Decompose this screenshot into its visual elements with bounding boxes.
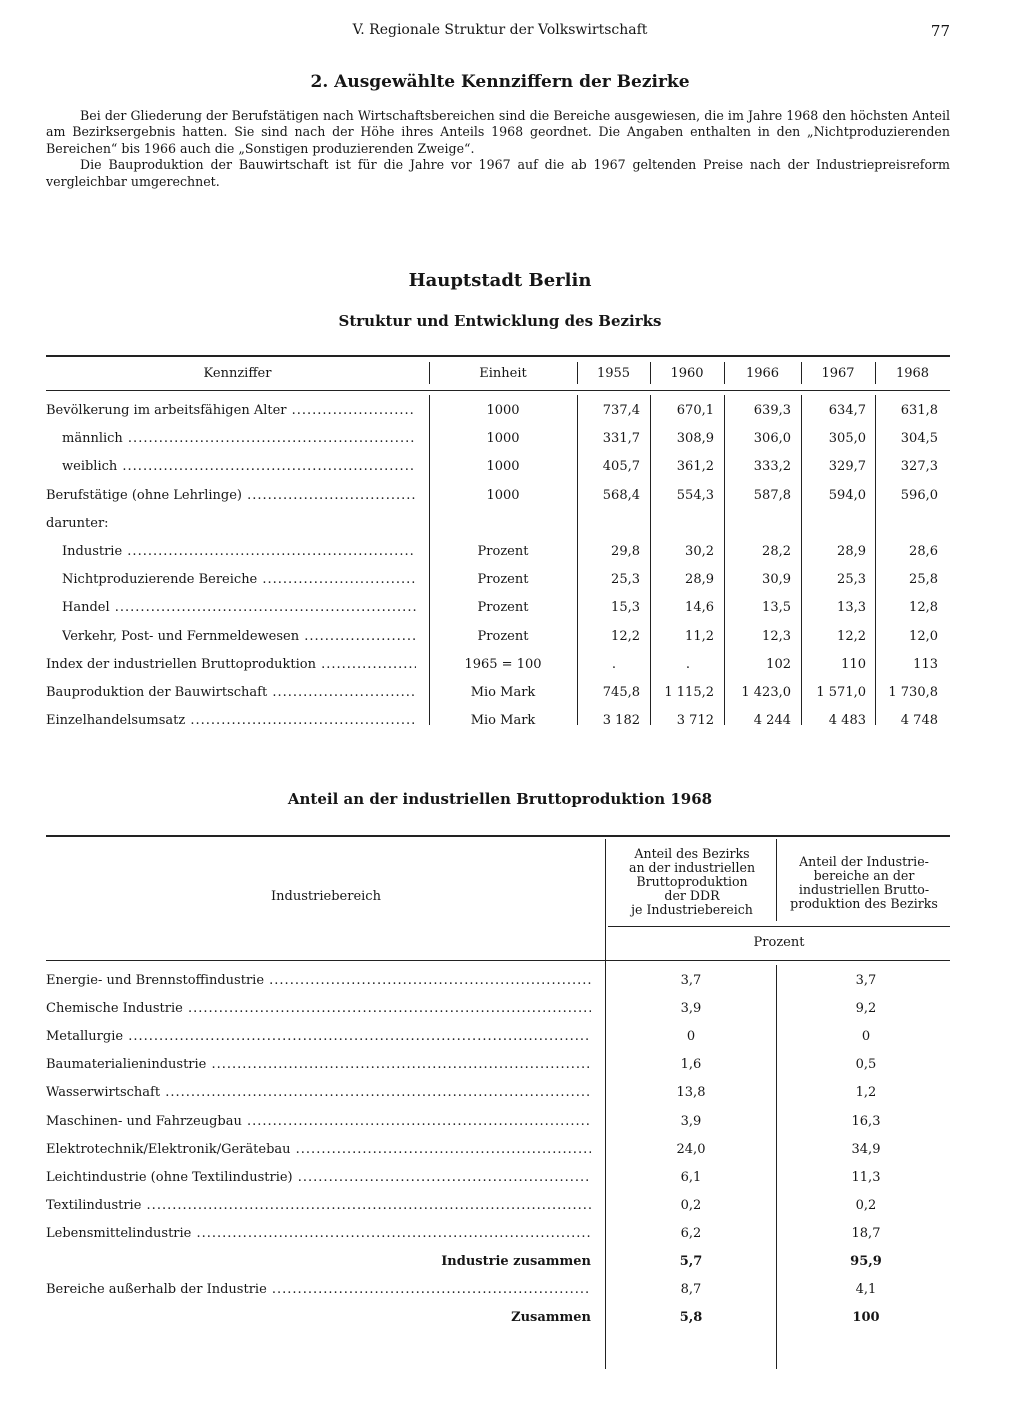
header-line: Anteil des Bezirks xyxy=(634,846,750,861)
header-unit: Prozent xyxy=(753,935,805,950)
row-label: Bevölkerung im arbeitsfähigen Alter ..... xyxy=(46,403,416,418)
row-value: 670,1 xyxy=(676,403,714,418)
row-unit: Prozent xyxy=(477,544,529,559)
row-label: Textilindustrie ..... xyxy=(46,1198,591,1213)
row-value: 554,3 xyxy=(676,487,714,503)
row-value: 1 423,0 xyxy=(741,685,791,700)
row-value: 361,2 xyxy=(676,459,714,475)
table-row xyxy=(46,572,950,592)
row-unit: 1000 xyxy=(486,487,520,503)
row-value: 308,9 xyxy=(676,431,714,447)
row-value: 596,0 xyxy=(900,487,938,503)
header-year: 1960 xyxy=(670,366,704,381)
row-value: 327,3 xyxy=(900,459,938,475)
row-label: weiblich ..... xyxy=(62,459,416,474)
row-value: 405,7 xyxy=(602,459,640,475)
row-label: Baumaterialienindustrie ..... xyxy=(46,1057,591,1072)
row-value: 3,7 xyxy=(680,973,702,988)
row-value: 634,7 xyxy=(828,403,866,418)
table-row xyxy=(46,488,950,508)
row-value: 1 730,8 xyxy=(888,685,938,700)
row-value: 11,2 xyxy=(685,628,714,644)
row-unit: Prozent xyxy=(477,572,529,588)
row-label: männlich ..... xyxy=(62,431,416,446)
table1-title: Struktur und Entwicklung des Bezirks xyxy=(338,312,662,330)
row-value: 6,2 xyxy=(680,1225,702,1241)
row-label: Zusammen xyxy=(511,1310,591,1326)
table2-title: Anteil an der industriellen Bruttoproduktion 1968 xyxy=(287,790,713,808)
header-anteil-bezirk xyxy=(608,847,776,917)
row-value: 333,2 xyxy=(753,459,791,475)
section-title: 2. Ausgewählte Kennziffern der Bezirke xyxy=(310,72,690,92)
row-label: Leichtindustrie (ohne Textilindustrie) ..... xyxy=(46,1170,591,1185)
running-title: V. Regionale Struktur der Volkswirtschaft xyxy=(352,22,648,38)
row-value: 1,6 xyxy=(680,1057,702,1073)
row-value: 3,7 xyxy=(855,973,877,988)
row-value: 4 244 xyxy=(753,713,791,729)
row-value: 13,8 xyxy=(676,1085,706,1101)
header-kennziffer: Kennziffer xyxy=(203,366,272,381)
row-value: 306,0 xyxy=(753,431,791,447)
row-value: 594,0 xyxy=(828,487,866,503)
row-value: 8,7 xyxy=(680,1282,702,1298)
row-value: 1,2 xyxy=(855,1085,877,1101)
row-value: 11,3 xyxy=(851,1169,881,1185)
table-rule xyxy=(46,835,950,837)
row-value: 1 571,0 xyxy=(816,685,866,700)
row-label: Berufstätige (ohne Lehrlinge) ..... xyxy=(46,488,416,503)
row-value: 329,7 xyxy=(828,459,866,475)
header-year: 1967 xyxy=(821,366,855,381)
row-value: 304,5 xyxy=(900,431,938,447)
row-value: 745,8 xyxy=(602,685,640,700)
table-row xyxy=(46,1282,950,1302)
row-value: 587,8 xyxy=(753,487,791,503)
row-value: 12,0 xyxy=(909,628,938,644)
table-row xyxy=(46,544,950,564)
row-unit: Prozent xyxy=(477,628,529,644)
row-label: Verkehr, Post- und Fernmeldewesen ..... xyxy=(62,629,416,644)
table-row xyxy=(46,1029,950,1049)
header-line: an der industriellen xyxy=(628,860,756,875)
row-value: 0,2 xyxy=(855,1197,877,1213)
row-label: Handel ..... xyxy=(62,600,416,615)
row-unit: Mio Mark xyxy=(470,685,536,700)
row-label: Industrie ..... xyxy=(62,544,416,559)
table-row xyxy=(46,1057,950,1077)
table-row xyxy=(46,1001,950,1021)
header-year: 1968 xyxy=(895,366,930,381)
page-number: 77 xyxy=(930,22,950,40)
row-value: 13,5 xyxy=(762,600,791,616)
header-line: je Industriebereich xyxy=(631,902,753,917)
table-rule xyxy=(608,926,950,927)
row-value: 4 483 xyxy=(828,713,866,729)
row-value: 12,3 xyxy=(762,628,791,644)
row-label: Bauproduktion der Bauwirtschaft ..... xyxy=(46,685,416,700)
row-label: Chemische Industrie ..... xyxy=(46,1001,591,1016)
row-value: 29,8 xyxy=(611,544,640,559)
row-value: 331,7 xyxy=(602,431,640,447)
header-industriebereich: Industriebereich xyxy=(271,889,381,904)
row-value: 4 748 xyxy=(900,713,938,729)
header-line: industriellen Brutto- xyxy=(798,882,930,897)
table-rule xyxy=(46,390,950,391)
row-value: . xyxy=(685,656,690,672)
table-row xyxy=(46,459,950,479)
row-value: 3,9 xyxy=(680,1001,702,1017)
row-value: . xyxy=(611,656,616,672)
table-row xyxy=(46,1142,950,1162)
table-rule xyxy=(46,960,950,961)
column-divider xyxy=(776,839,777,921)
row-unit: Mio Mark xyxy=(470,713,536,729)
row-value: 100 xyxy=(852,1310,880,1326)
row-label: Elektrotechnik/Elektronik/Gerätebau ..... xyxy=(46,1142,591,1157)
row-value: 18,7 xyxy=(851,1225,881,1241)
row-value: 12,2 xyxy=(611,628,640,644)
row-value: 3 182 xyxy=(602,713,640,729)
row-unit: 1000 xyxy=(486,431,520,447)
table-row xyxy=(46,1085,950,1105)
row-value: 34,9 xyxy=(851,1141,881,1157)
row-value: 12,2 xyxy=(837,628,866,644)
table-row xyxy=(46,431,950,451)
row-value: 5,7 xyxy=(679,1254,703,1269)
row-value: 28,6 xyxy=(909,544,938,559)
row-value: 16,3 xyxy=(851,1113,881,1129)
table-row xyxy=(46,1198,950,1218)
table-row xyxy=(46,1170,950,1190)
intro-paragraph-1: Bei der Gliederung der Berufstätigen nach Wirtschaftsbereichen sind die Bereiche ausgewiesen, die im Jahre 1968 den höchsten Anteil am Bezirksergebnis hatten. Sie sind nach der Höhe ihres Anteils 1968 geordnet. Die Angaben enthalten in den „Nichtproduzierenden Bereichen“ bis 1966 auch die „Sonstigen produzierenden Zweige“. xyxy=(46,108,950,156)
row-value: 30,2 xyxy=(685,544,714,559)
row-value: 639,3 xyxy=(753,403,791,418)
table-row xyxy=(46,657,950,677)
row-value: 3,9 xyxy=(680,1113,702,1129)
row-label: Wasserwirtschaft ..... xyxy=(46,1085,591,1100)
header-line: bereiche an der xyxy=(813,868,915,883)
row-label: Metallurgie ..... xyxy=(46,1029,591,1044)
row-value: 28,9 xyxy=(685,572,714,588)
total-row xyxy=(46,1310,950,1330)
row-value: 0,5 xyxy=(855,1057,877,1073)
row-value: 0,2 xyxy=(680,1197,702,1213)
row-value: 28,2 xyxy=(762,544,791,559)
row-value: 24,0 xyxy=(676,1141,706,1157)
header-einheit: Einheit xyxy=(479,366,527,381)
row-value: 28,9 xyxy=(837,544,866,559)
row-label: Maschinen- und Fahrzeugbau ..... xyxy=(46,1114,591,1129)
row-value: 30,9 xyxy=(762,572,791,588)
row-value: 305,0 xyxy=(828,431,866,447)
intro-text xyxy=(46,108,950,190)
table-row xyxy=(46,973,950,993)
header-line: der DDR xyxy=(664,888,720,903)
table-rule xyxy=(46,355,950,357)
row-label: Index der industriellen Bruttoproduktion ..... xyxy=(46,657,416,672)
row-value: 3 712 xyxy=(676,713,714,729)
row-label: Nichtproduzierende Bereiche ..... xyxy=(62,572,416,587)
row-unit: 1000 xyxy=(486,459,520,475)
row-unit: Prozent xyxy=(477,600,529,616)
row-value: 6,1 xyxy=(680,1169,702,1185)
row-value: 110 xyxy=(841,656,866,672)
bezirk-title: Hauptstadt Berlin xyxy=(408,270,592,291)
page-header xyxy=(0,22,1024,44)
row-value: 5,8 xyxy=(679,1310,703,1326)
total-row xyxy=(46,1254,950,1274)
row-label: darunter: xyxy=(46,515,109,531)
row-label: Energie- und Brennstoffindustrie ..... xyxy=(46,973,591,988)
row-label: Bereiche außerhalb der Industrie ..... xyxy=(46,1282,591,1297)
table-row xyxy=(46,600,950,620)
row-value: 14,6 xyxy=(685,600,714,616)
row-value: 737,4 xyxy=(602,403,640,418)
row-value: 102 xyxy=(766,656,791,672)
row-value: 9,2 xyxy=(855,1001,877,1017)
row-label: Lebensmittelindustrie ..... xyxy=(46,1226,591,1241)
header-line: produktion des Bezirks xyxy=(790,896,938,911)
row-value: 0 xyxy=(861,1029,871,1045)
intro-paragraph-2: Die Bauproduktion der Bauwirtschaft ist für die Jahre vor 1967 auf die ab 1967 geltenden Preise nach der Industriepreisreform vergleichbar umgerechnet. xyxy=(46,157,950,189)
header-year: 1955 xyxy=(596,366,631,381)
row-value: 25,8 xyxy=(909,572,938,588)
row-value: 113 xyxy=(913,656,938,672)
row-value: 13,3 xyxy=(837,600,866,616)
row-unit: 1000 xyxy=(486,403,520,418)
header-anteil-industriebereiche xyxy=(778,855,950,911)
row-value: 4,1 xyxy=(855,1282,877,1298)
table-row xyxy=(46,629,950,649)
row-value: 95,9 xyxy=(850,1254,882,1269)
row-value: 15,3 xyxy=(611,600,640,616)
table-row xyxy=(46,1226,950,1246)
table-row xyxy=(46,516,950,536)
row-label: Industrie zusammen xyxy=(441,1254,591,1269)
row-label: Einzelhandelsumsatz ..... xyxy=(46,713,416,728)
row-value: 12,8 xyxy=(909,600,938,616)
row-value: 0 xyxy=(686,1029,696,1045)
table-row xyxy=(46,403,950,423)
row-value: 631,8 xyxy=(900,403,938,418)
header-line: Anteil der Industrie- xyxy=(799,854,929,869)
column-divider xyxy=(776,965,777,1369)
row-value: 25,3 xyxy=(611,572,640,588)
row-unit: 1965 = 100 xyxy=(464,656,542,672)
header-year: 1966 xyxy=(745,366,780,381)
table-row xyxy=(46,713,950,733)
header-line: Bruttoproduktion xyxy=(636,874,748,889)
table-row xyxy=(46,685,950,705)
table-row xyxy=(46,1114,950,1134)
row-value: 568,4 xyxy=(602,487,640,503)
row-value: 1 115,2 xyxy=(664,685,714,700)
row-value: 25,3 xyxy=(837,572,866,588)
